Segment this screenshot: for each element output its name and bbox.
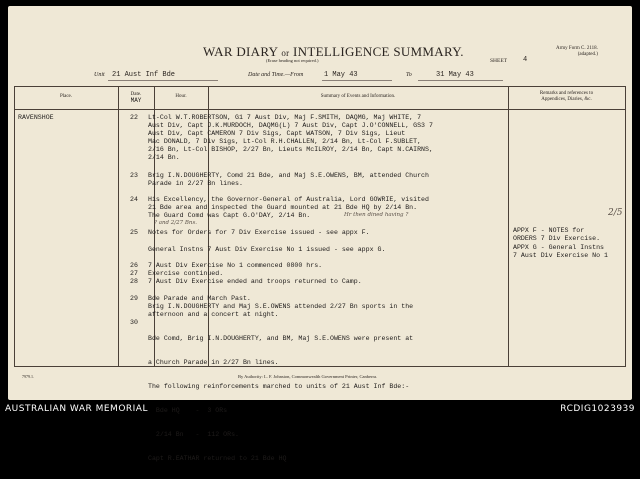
entry-29: Bde Parade and March Past. Brig I.N.DOUGHERTY and Maj S.E.OWENS attended 2/27 Bn sports in the afternoon and a concert at night. bbox=[148, 295, 414, 318]
printer-authority: By Authority: L. F. Johnston, Commonwealth Government Printer, Canberra. bbox=[238, 374, 378, 379]
to-date: 31 May 43 bbox=[436, 71, 474, 79]
unit-label: Unit bbox=[94, 72, 105, 78]
col-header-date: Date. MAY bbox=[130, 92, 142, 104]
date-28: 28 bbox=[130, 278, 138, 285]
form-number: 7979.1. bbox=[22, 374, 34, 379]
entry-23: Brig I.N.DOUGHERTY, Comd 21 Bde, and Maj S.E.OWENS, BM, attended Church Parade in 2/27 Bn lines. bbox=[148, 172, 429, 187]
pencil-annotation-a: Hr then dined having ? bbox=[344, 212, 409, 218]
table-top-rule bbox=[14, 86, 626, 87]
date-26: 26 bbox=[130, 262, 138, 269]
record-id: RCDIG1023939 bbox=[560, 404, 635, 414]
pencil-annotation-b: ? and 2/27 Bns. bbox=[154, 220, 198, 226]
date-27: 27 bbox=[130, 270, 138, 277]
date-30: 30 bbox=[130, 319, 138, 326]
col-header-place: Place. bbox=[59, 94, 73, 99]
page-title: WAR DIARY or INTELLIGENCE SUMMARY. bbox=[203, 44, 464, 59]
table-header-rule bbox=[14, 109, 626, 110]
date-25: 25 bbox=[130, 229, 138, 236]
place-ravenshoe: RAVENSHOE bbox=[18, 114, 54, 121]
date-24: 24 bbox=[130, 196, 138, 203]
entry-28: 7 Aust Div Exercise ended and troops returned to Camp. bbox=[148, 278, 362, 285]
pencil-margin-note: 2/5 bbox=[608, 208, 623, 218]
remark-appx-g: APPX G - General Instns 7 Aust Div Exercise No 1 bbox=[513, 244, 608, 259]
entry-24: His Excellency, the Governor-General of Australia, Lord GOWRIE, visited 21 Bde area and inspected the Guard mounted at 21 Bde HQ by 2/14 Bn. The Guard Comd was Capt G.O'DAY, 2/14 Bn. bbox=[148, 196, 429, 219]
army-form-label: Army Form C. 2118. (adapted.) bbox=[556, 46, 598, 57]
page-subtitle: (Erase heading not required.) bbox=[266, 58, 319, 63]
sheet-number: 4 bbox=[523, 56, 528, 64]
entry-25-line1: Notes for Orders for 7 Div Exercise issued - see appx F. bbox=[148, 229, 370, 236]
entry-22: Lt-Col W.T.ROBERTSON, G1 7 Aust Div, Maj F.SMITH, DAQMG, Maj WHITE, 7 Aust Div, Capt J.K.MURDOCH, DAQMG(L) 7 Aust Div, Capt J.O'CONNELL, GS3 7 Aust Div, Capt CAMERON 7 Div Sigs, Capt WATSON, 7 Div Sigs, Lieut Mac DONALD, 7 Div Sigs, Lt-Col R.H.CHALLEN, 2/14 Bn, Lt-Col F.SUBLET, 2/16 Bn, Lt-Col BISHOP, 2/27 Bn, Lieuts McILROY, 2/14 Bn, Capt N.CAIRNS, 2/14 Bn. bbox=[148, 114, 433, 161]
date-29: 29 bbox=[130, 295, 138, 302]
entry-30: Bde Comd, Brig I.N.DOUGHERTY, and BM, Maj S.E.OWENS were present at a Church Parade in 2/27 Bn lines. The following reinforcements marched to units of 21 Aust Inf Bde:- Bde HQ - 3 ORs 2/14 Bn - 112 ORs. Capt R.EATHAR returned to 21 Bde HQ bbox=[148, 335, 414, 462]
remark-appx-f: APPX F - NOTES for ORDERS 7 Div Exercise. bbox=[513, 227, 601, 242]
date-23: 23 bbox=[130, 172, 138, 179]
from-date: 1 May 43 bbox=[324, 71, 358, 79]
entry-27: Exercise continued. bbox=[148, 270, 224, 277]
entry-26: 7 Aust Div Exercise No 1 commenced 0800 hrs. bbox=[148, 262, 323, 269]
date-22: 22 bbox=[130, 114, 138, 121]
entry-25-line2: General Instns 7 Aust Div Exercise No 1 issued - see appx G. bbox=[148, 246, 386, 253]
col-header-summary: Summary of Events and Information. bbox=[320, 94, 396, 99]
archive-credit: AUSTRALIAN WAR MEMORIAL bbox=[5, 404, 148, 414]
col-header-remarks: Remarks and references to Appendices, Diaries, &c. bbox=[539, 91, 594, 102]
col-header-hour: Hour. bbox=[175, 94, 187, 99]
date-label: Date and Time.—From bbox=[248, 72, 304, 78]
unit-value: 21 Aust Inf Bde bbox=[112, 71, 176, 79]
sheet-label: SHEET bbox=[490, 58, 508, 64]
to-label: To bbox=[406, 72, 412, 78]
